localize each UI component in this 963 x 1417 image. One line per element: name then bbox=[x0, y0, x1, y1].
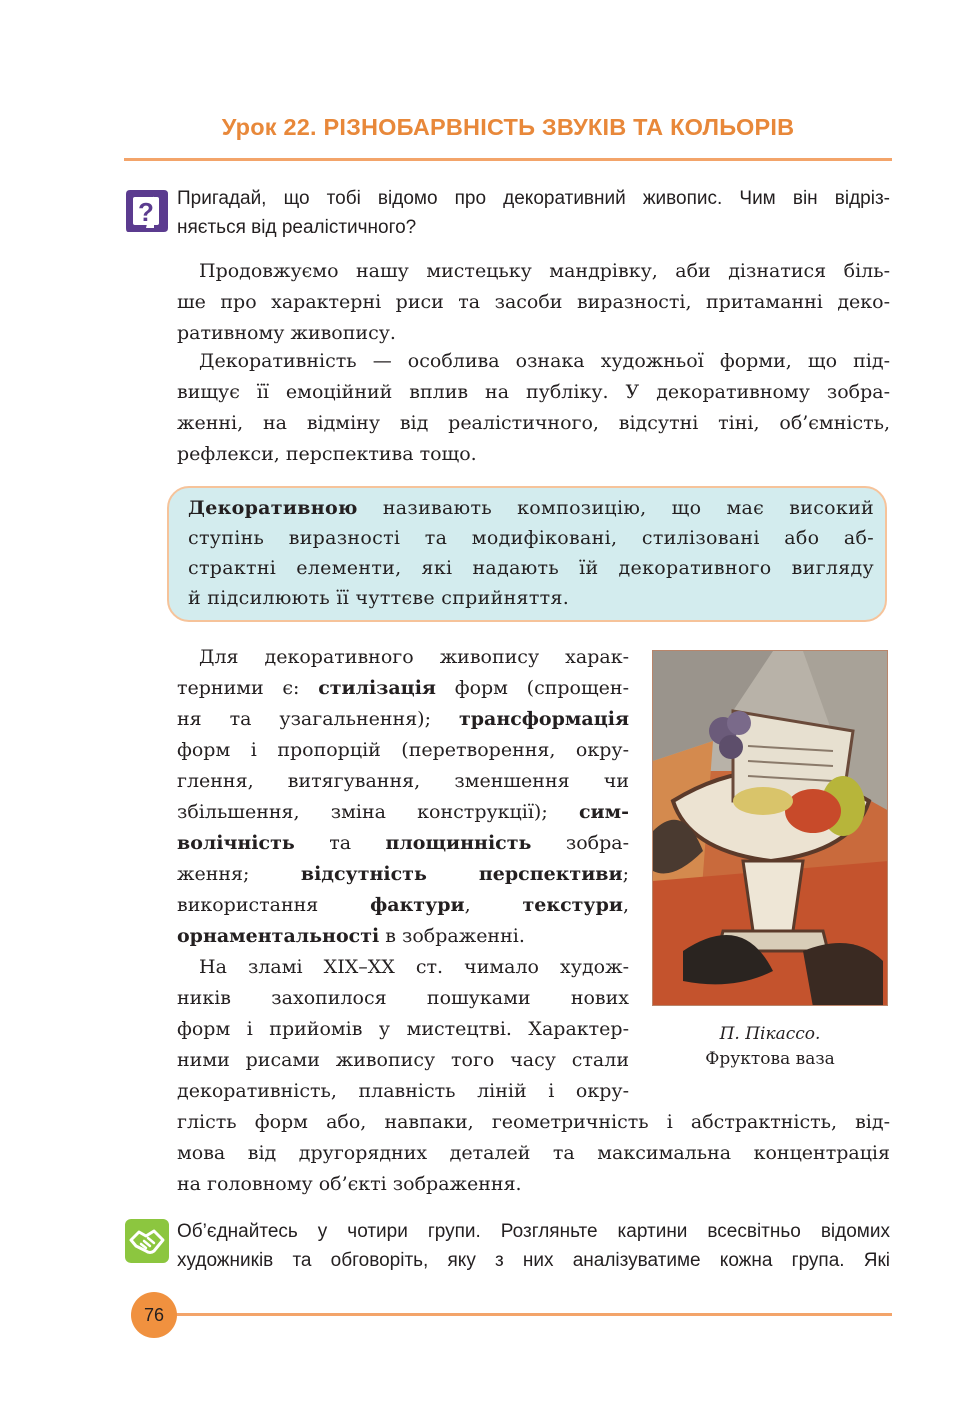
text-fragment: , bbox=[622, 894, 629, 916]
text-line: вищує її емоційний вплив на публіку. У декоративному зобра- bbox=[177, 381, 890, 403]
text-line: рефлекси, перспектива тощо. bbox=[177, 443, 477, 465]
term-texture: текстури bbox=[522, 894, 623, 916]
text-fragment: в зображенні. bbox=[379, 925, 525, 947]
text-fragment: та bbox=[294, 832, 386, 854]
title-divider bbox=[124, 158, 892, 161]
text-line: глення, витягування, зменшення чи bbox=[177, 770, 629, 792]
term-symbolism: сим- bbox=[578, 801, 629, 823]
text-line: форм і прийомів у мистецтві. Характер- bbox=[177, 1018, 629, 1040]
text-fragment: терними є: bbox=[177, 677, 319, 699]
text-line: Для декоративного живопису харак- bbox=[199, 646, 629, 668]
term-no-perspective: відсутність перспективи bbox=[300, 863, 623, 885]
definition-term: Декоративною bbox=[188, 497, 358, 519]
features-paragraph bbox=[177, 642, 629, 952]
question-line: няється від реалістичного? bbox=[177, 217, 417, 238]
question-line: Пригадай, що тобі відомо про декоративний живопис. Чим він відріз- bbox=[177, 188, 890, 209]
question-mark-icon bbox=[124, 188, 170, 234]
intro-paragraph-1 bbox=[177, 256, 890, 349]
text-line: й підсилюють її чуттєве сприйняття. bbox=[188, 587, 570, 609]
text-fragment: використання bbox=[177, 894, 371, 916]
text-line: Продовжуємо нашу мистецьку мандрівку, аби дізнатися біль- bbox=[199, 260, 890, 282]
text-line: декоративність, плавність ліній і окру- bbox=[177, 1080, 629, 1102]
text-line: мова від другорядних деталей та максимальна концентрація bbox=[177, 1142, 890, 1164]
history-paragraph-wide bbox=[177, 1107, 890, 1200]
text-line: форм і пропорцій (перетворення, окру- bbox=[177, 739, 629, 761]
text-fragment: ня та узагальнення); bbox=[177, 708, 459, 730]
text-line: глість форм або, навпаки, геометричність і абстрактність, від- bbox=[177, 1111, 890, 1133]
term-symbolism: волічність bbox=[177, 832, 295, 854]
text-fragment: зобра- bbox=[531, 832, 629, 854]
question-text bbox=[177, 184, 890, 242]
term-ornamentality: орнаментальності bbox=[177, 925, 380, 947]
text-fragment: ; bbox=[622, 863, 629, 885]
text-line: ступінь виразності та модифіковані, стилізовані або аб- bbox=[188, 527, 874, 549]
page-number: 76 bbox=[131, 1292, 177, 1338]
text-line: на головному об’єкті зображення. bbox=[177, 1173, 522, 1195]
painting-title: Фруктова ваза bbox=[705, 1049, 835, 1069]
text-line: ними рисами живопису того часу стали bbox=[177, 1049, 629, 1071]
text-line: женні, на відміну від реалістичного, відсутні тіні, об’ємність, bbox=[177, 412, 890, 434]
history-paragraph-narrow bbox=[177, 952, 629, 1107]
text-fragment: називають композицію, що має високий bbox=[357, 497, 874, 519]
text-line: На зламі XIX–XX ст. чимало худож- bbox=[199, 956, 629, 978]
task-line: художників та обговоріть, яку з них аналізуватиме кожна група. Які bbox=[177, 1250, 890, 1271]
text-line: ше про характерні риси та засоби виразності, притаманні деко- bbox=[177, 291, 890, 313]
task-line: Об’єднайтесь у чотири групи. Розгляньте картини всесвітньо відомих bbox=[177, 1221, 890, 1242]
text-line: Декоративність — особлива ознака художньої форми, що під- bbox=[199, 350, 890, 372]
group-task-text bbox=[177, 1217, 890, 1275]
text-line: ників захопилося пошуками нових bbox=[177, 987, 629, 1009]
handshake-icon bbox=[124, 1218, 170, 1264]
intro-paragraph-2 bbox=[177, 346, 890, 470]
text-fragment: форм (спрощен- bbox=[435, 677, 629, 699]
term-facture: фактури bbox=[370, 894, 465, 916]
lesson-title: Урок 22. РІЗНОБАРВНІСТЬ ЗВУКІВ ТА КОЛЬОРІВ bbox=[221, 114, 795, 140]
text-fragment: ження; bbox=[177, 863, 301, 885]
footer-divider bbox=[150, 1313, 892, 1316]
painting-author: П. Пікассо. bbox=[719, 1024, 821, 1044]
term-transformation: трансформація bbox=[458, 708, 629, 730]
text-fragment: , bbox=[464, 894, 523, 916]
term-flatness: площинність bbox=[385, 832, 532, 854]
painting-fruit-bowl bbox=[652, 650, 888, 1006]
text-line: ративному живопису. bbox=[177, 322, 396, 344]
definition-text bbox=[188, 493, 874, 613]
text-fragment: збільшення, зміна конструкції); bbox=[177, 801, 579, 823]
term-stylization: стилізація bbox=[318, 677, 436, 699]
text-line: страктні елементи, які надають їй декоративного вигляду bbox=[188, 557, 874, 579]
svg-text:?: ? bbox=[138, 197, 154, 227]
